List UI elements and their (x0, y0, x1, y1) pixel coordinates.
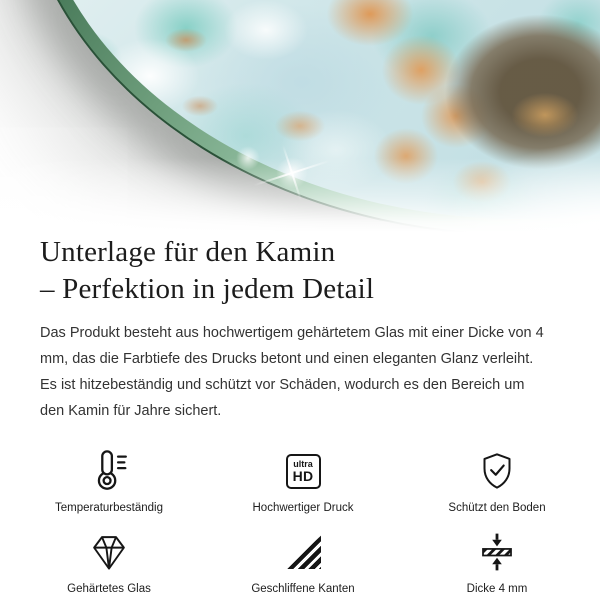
sparkle-glow (272, 153, 312, 193)
thermometer-icon (86, 450, 132, 492)
ultra-hd-badge (286, 450, 321, 492)
feature-print-quality (206, 450, 400, 515)
page-title (40, 234, 560, 308)
product-description: Das Produkt besteht aus hochwertigem gehärtetem Glas mit einer Dicke von 4 mm, das die Farbtiefe des Drucks betont und einen eleganten Glanz verleiht. Es ist hitzebeständig und schützt vor Schäden, wodurch es den Bereich um den Kamin für Jahre sichert. (40, 325, 544, 419)
feature-thickness (400, 531, 594, 596)
ultra-hd-badge-text-bottom: HD (292, 467, 314, 484)
page-title-line2: – Perfektion in jedem Detail (40, 273, 375, 305)
feature-grid (0, 450, 600, 596)
feature-label: Geschliffene Kanten (251, 583, 355, 595)
feature-label: Dicke 4 mm (466, 583, 528, 595)
feature-temperature (12, 450, 206, 515)
diamond-icon (88, 531, 130, 573)
polished-edges-icon (285, 531, 321, 573)
ultra-hd-badge-text-top: ultra (293, 458, 313, 469)
thickness-icon (476, 531, 518, 573)
shield-check-icon (477, 450, 517, 492)
feature-polished-edges (206, 531, 400, 596)
feature-label: Hochwertiger Druck (252, 502, 354, 514)
feature-tempered-glass (12, 531, 206, 596)
page-title-line1: Unterlage für den Kamin (40, 236, 336, 268)
feature-label: Temperaturbeständig (54, 502, 164, 514)
feature-label: Schützt den Boden (448, 502, 546, 514)
product-photo (0, 0, 600, 232)
feature-label: Gehärtetes Glas (67, 583, 151, 595)
description-section (0, 234, 600, 424)
feature-floor-protection (400, 450, 594, 515)
